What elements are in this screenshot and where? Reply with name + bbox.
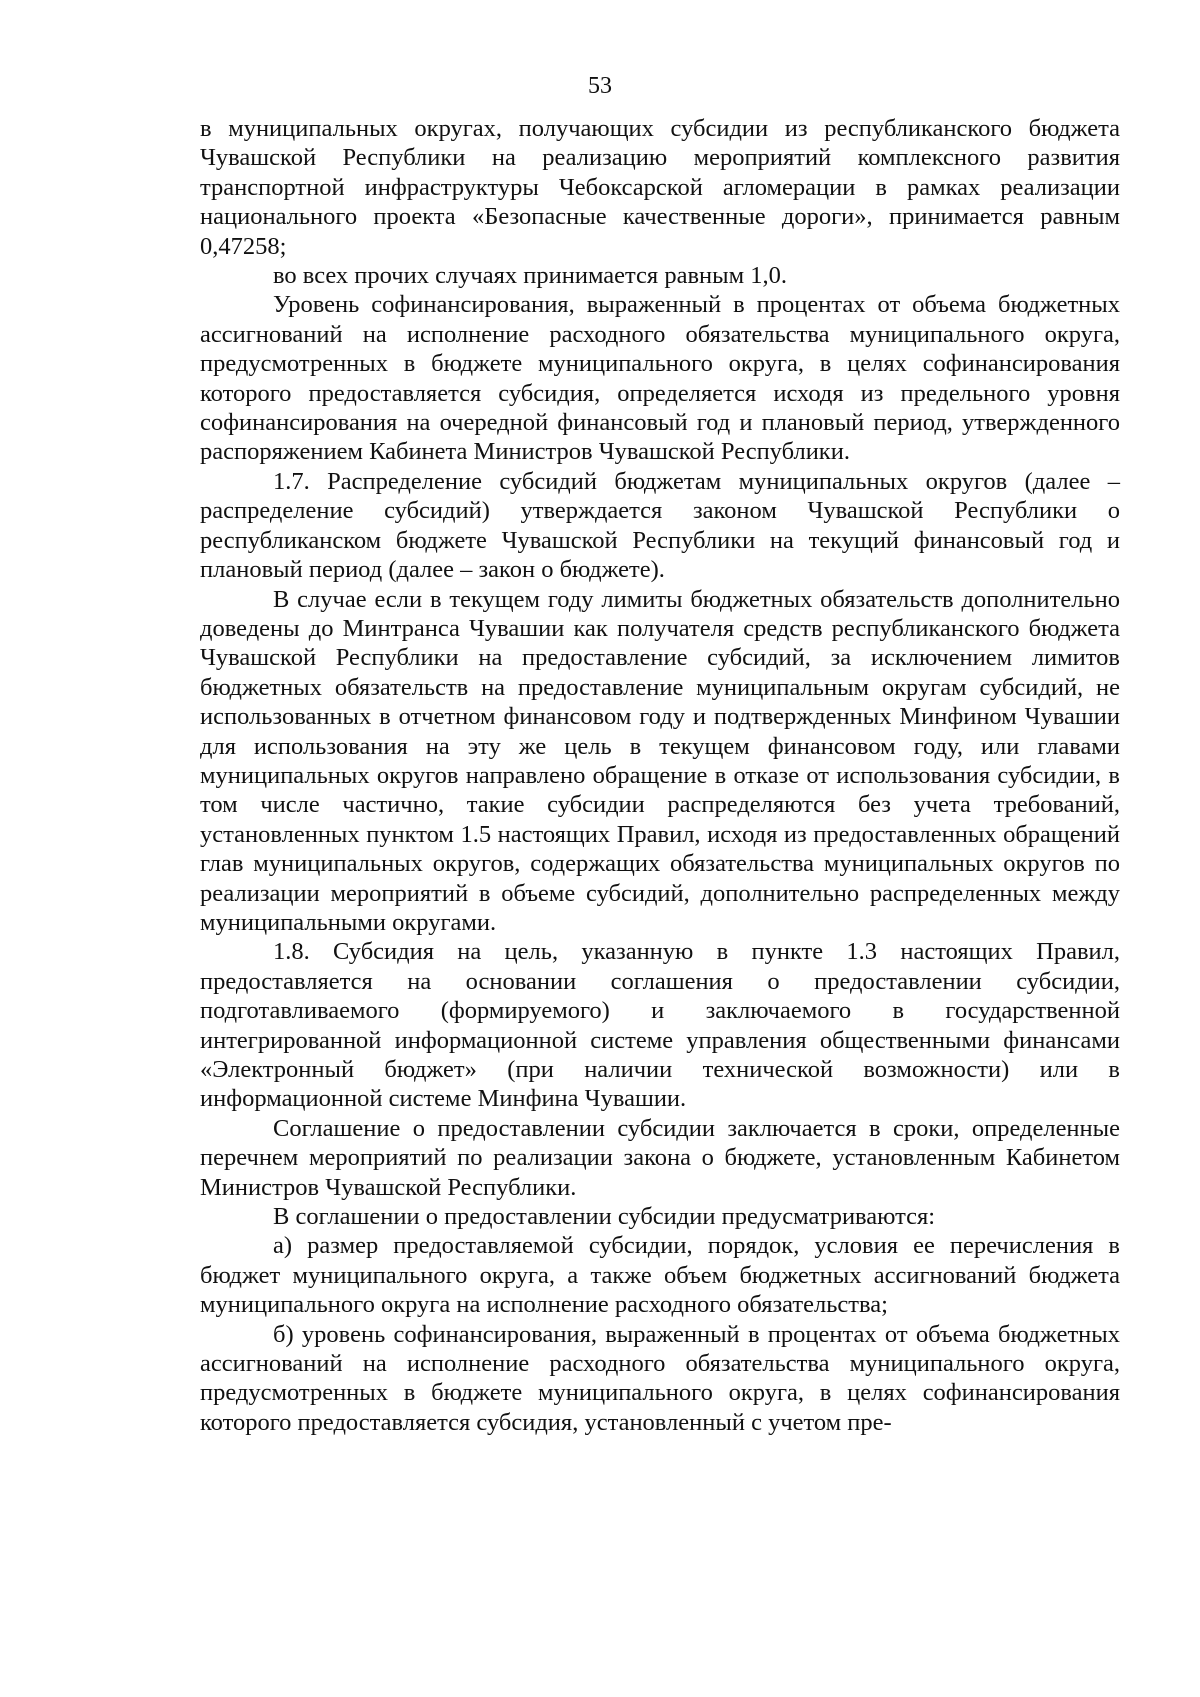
- paragraph: б) уровень софинансирования, выраженный в процентах от объема бюджетных ассигнований на исполнение расходного обязательства муниципального округа, предусмотренных в бюджете муниципального округа, в целях софинансирования которого предоставляется субсидия, установленный с учетом пре-: [200, 1320, 1120, 1436]
- paragraph: в муниципальных округах, получающих субсидии из республиканского бюджета Чувашской Республики на реализацию мероприятий комплексного развития транспортной инфраструктуры Чебоксарской агломерации в рамках реализации национального проекта «Безопасные качественные дороги», принимается равным 0,47258;: [200, 115, 1120, 260]
- paragraph: а) размер предоставляемой субсидии, порядок, условия ее перечисления в бюджет муниципального округа, а также объем бюджетных ассигнований бюджета муниципального округа на исполнение расходного обязательства;: [200, 1232, 1120, 1319]
- paragraph: В случае если в текущем году лимиты бюджетных обязательств дополнительно доведены до Минтранса Чувашии как получателя средств республиканского бюджета Чувашской Республики на предоставление субсидий, за исключением лимитов бюджетных обязательств на предоставление муниципальным округам субсидий, не использованных в отчетном финансовом году и подтвержденных Минфином Чувашии для использования на эту же цель в текущем финансовом году, или главами муниципальных округов направлено обращение в отказе от использования субсидии, в том числе частично, такие субсидии распределяются без учета требований, установленных пунктом 1.5 настоящих Правил, исходя из предоставленных обращений глав муниципальных округов, содержащих обязательства муниципальных округов по реализации мероприятий в объеме субсидий, дополнительно распределенных между муниципальными округами.: [200, 585, 1120, 936]
- paragraph: В соглашении о предоставлении субсидии предусматриваются:: [273, 1203, 936, 1231]
- paragraph: во всех прочих случаях принимается равным 1,0.: [273, 262, 787, 290]
- paragraph: Уровень софинансирования, выраженный в процентах от объема бюджетных ассигнований на исполнение расходного обязательства муниципального округа, предусмотренных в бюджете муниципального округа, в целях софинансирования которого предоставляется субсидия, определяется исходя из предельного уровня софинансирования на очередной финансовый год и плановый период, утвержденного распоряжением Кабинета Министров Чувашской Республики.: [200, 291, 1120, 466]
- paragraph: Соглашение о предоставлении субсидии заключается в сроки, определенные перечнем мероприятий по реализации закона о бюджете, установленным Кабинетом Министров Чувашской Республики.: [200, 1114, 1120, 1201]
- paragraph: 1.8. Субсидия на цель, указанную в пункте 1.3 настоящих Правил, предоставляется на основании соглашения о предоставлении субсидии, подготавливаемого (формируемого) и заключаемого в государственной интегрированной информационной системе управления общественными финансами «Электронный бюджет» (при наличии технической возможности) или в информационной системе Минфина Чувашии.: [200, 938, 1120, 1113]
- paragraph: 1.7. Распределение субсидий бюджетам муниципальных округов (далее – распределение субсидий) утверждается законом Чувашской Республики о республиканском бюджете Чувашской Республики на текущий финансовый год и плановый период (далее – закон о бюджете).: [200, 467, 1120, 584]
- document-body: [200, 114, 1120, 1437]
- page-number: 53: [588, 73, 612, 99]
